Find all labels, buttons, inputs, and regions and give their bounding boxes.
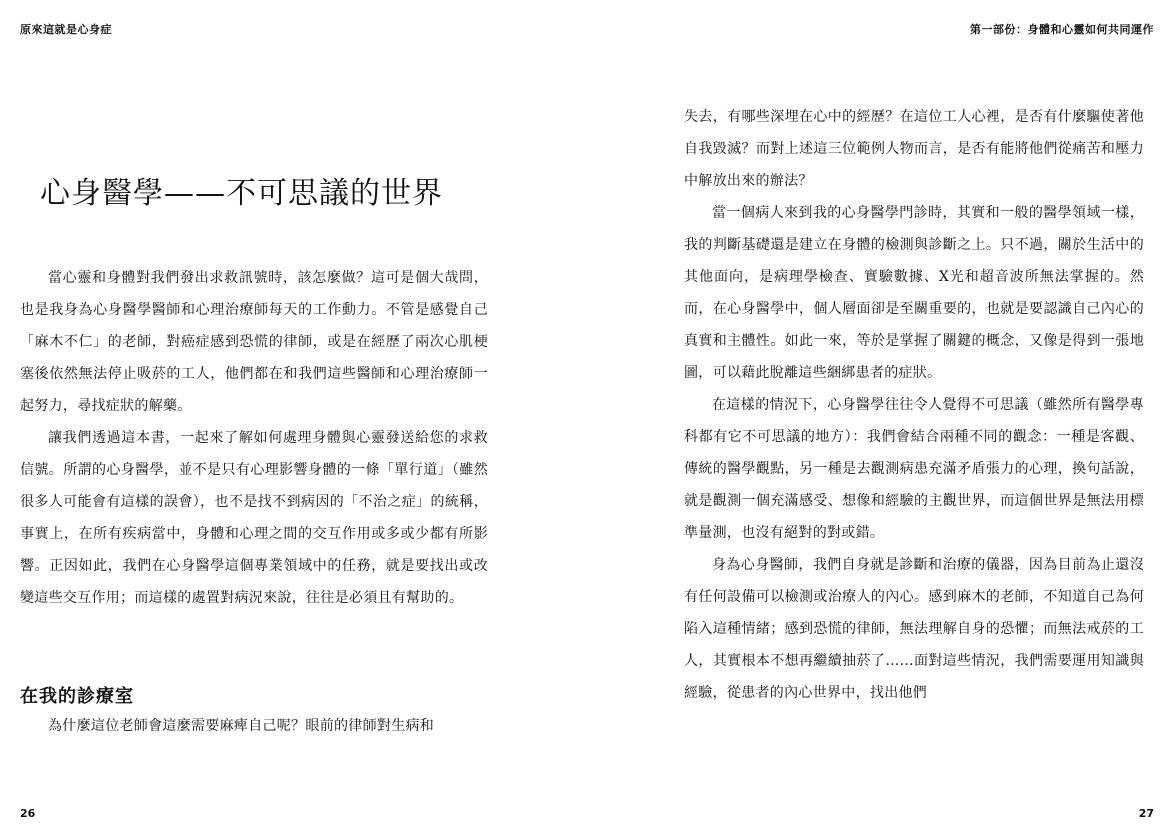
section-text	[20, 710, 488, 742]
continued-text-block	[684, 101, 1144, 709]
running-header-left: 原來這就是心身症	[20, 23, 112, 36]
paragraph: 在這樣的情況下，心身醫學往往令人覺得不可思議（雖然所有醫學專科都有它不可思議的地方）：我們會結合兩種不同的觀念：一種是客觀、傳統的醫學觀點，另一種是去觀測病患充滿矛盾張力的心理，換句話說，就是觀測一個充滿感受、想像和經驗的主觀世界，而這個世界是無法用標準量測，也沒有絕對的對或錯。	[684, 397, 1144, 541]
section-heading: 在我的診療室	[20, 686, 134, 707]
paragraph: 讓我們透過這本書，一起來了解如何處理身體與心靈發送給您的求救信號。所謂的心身醫學，並不是只有心理影響身體的一條「單行道」（雖然很多人可能會有這樣的誤會），也不是找不到病因的「不治之症」的統稱，事實上，在所有疾病當中，身體和心理之間的交互作用或多或少都有所影響。正因如此，我們在心身醫學這個專業領域中的任務，就是要找出或改變這些交互作用；而這樣的處置對病況來說，往往是必須且有幫助的。	[20, 430, 488, 606]
paragraph: 當心靈和身體對我們發出求救訊號時，該怎麼做？這可是個大哉問，也是我身為心身醫學醫師和心理治療師每天的工作動力。不管是感覺自己「麻木不仁」的老師，對癌症感到恐慌的律師，或是在經歷了兩次心肌梗塞後依然無法停止吸菸的工人，他們都在和我們這些醫師和心理治療師一起努力，尋找症狀的解藥。	[20, 270, 488, 414]
paragraph: 當一個病人來到我的心身醫學門診時，其實和一般的醫學領域一樣，我的判斷基礎還是建立在身體的檢測與診斷之上。只不過，關於生活中的其他面向，是病理學檢查、實驗數據、X光和超音波所無法掌握的。然而，在心身醫學中，個人層面卻是至關重要的，也就是要認識自己內心的真實和主體性。如此一來，等於是掌握了關鍵的概念，又像是得到一張地圖，可以藉此脫離這些綑綁患者的症狀。	[684, 205, 1144, 381]
chapter-title: 心身醫學——不可思議的世界	[40, 176, 443, 211]
right-page	[588, 0, 1176, 835]
paragraph-continued: 失去，有哪些深埋在心中的經歷？在這位工人心裡，是否有什麼驅使著他自我毀滅？而對上述這三位範例人物而言，是否有能將他們從痛苦和壓力中解放出來的辦法？	[684, 109, 1144, 189]
paragraph: 身為心身醫師，我們自身就是診斷和治療的儀器，因為目前為止還沒有任何設備可以檢測或治療人的內心。感到麻木的老師，不知道自己為何陷入這種情緒；感到恐慌的律師，無法理解自身的恐懼；而無法戒菸的工人，其實根本不想再繼續抽菸了……面對這些情況，我們需要運用知識與經驗，從患者的內心世界中，找出他們	[684, 557, 1144, 701]
intro-text	[20, 262, 488, 614]
paragraph: 為什麼這位老師會這麼需要麻痺自己呢？眼前的律師對生病和	[48, 718, 435, 734]
page-number-right: 27	[1138, 807, 1154, 820]
page-number-left: 26	[20, 807, 36, 820]
running-header-right: 第一部份：身體和心靈如何共同運作	[970, 23, 1154, 36]
